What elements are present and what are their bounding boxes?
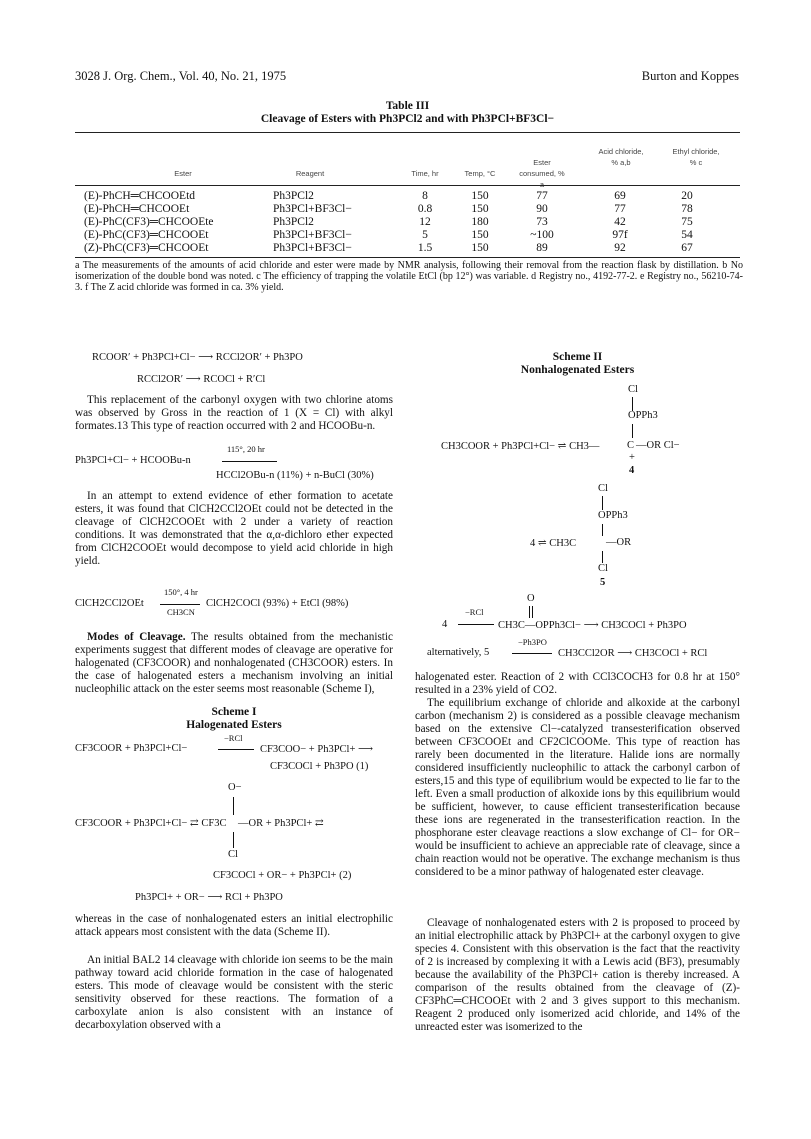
col-consumed: Ester consumed, % a <box>519 158 565 189</box>
scheme-2-eq3-left: 4 <box>442 619 448 630</box>
scheme-1-line-4: CF3COCl + OR− + Ph3PCl+ (2) <box>213 870 352 881</box>
paragraph-text: halogenated ester. Reaction of 2 with CCl3COCH3 for 0.8 hr at 150° resulted in a 23% yield of CO2. <box>415 671 740 696</box>
bond-line <box>532 606 533 618</box>
scheme-1-title: Scheme I <box>211 706 257 718</box>
cell-acid: 97f <box>612 229 628 241</box>
scheme-2-opph3-2: OPPh3 <box>598 510 628 521</box>
cell-reagent: Ph3PCl2 <box>273 190 314 202</box>
scheme-2-opph3: OPPh3 <box>628 410 658 421</box>
equation-4-condition-top: 150°, 4 hr <box>164 587 198 597</box>
scheme-2-eq4-right: CH3CCl2OR ⟶ CH3COCl + RCl <box>558 648 708 659</box>
cell-acid: 69 <box>614 190 626 202</box>
scheme-2-plus: + <box>629 452 635 463</box>
cell-time: 8 <box>422 190 428 202</box>
right-paragraph-1 <box>415 671 740 697</box>
scheme-1-line-3-left: CF3COOR + Ph3PCl+Cl− ⇄ CF3C <box>75 818 227 829</box>
left-paragraph-2 <box>75 490 393 568</box>
paragraph-text: In an attempt to extend evidence of ether formation to acetate esters, it was found that ClCH2CCl2OEt could not be detected in the cleavage of ClCH2COOEt with 2 under a variety of reaction conditions. It was demonstrated that the α,α-dichloro ether expected from ClCH2COOEt would decompose to yield acid chloride in high yield. <box>75 490 393 567</box>
paragraph-text: whereas in the case of nonhalogenated esters an initial electrophilic attack appears most consistent with the data (Scheme II). <box>75 913 393 938</box>
scheme-2-eq2-right: —OR <box>606 537 632 548</box>
table-subtitle: Cleavage of Esters with Ph3PCl2 and with Ph3PCl+BF3Cl− <box>260 113 555 125</box>
reaction-arrow <box>218 749 254 750</box>
equation-4-condition-bottom: CH3CN <box>167 607 195 617</box>
cell-ester: (E)-PhCH═CHCOOEtd <box>84 190 196 202</box>
running-header-right: Burton and Koppes <box>641 69 739 83</box>
reaction-arrow <box>160 604 200 605</box>
cell-reagent: Ph3PCl+BF3Cl− <box>273 203 352 215</box>
bond-line <box>602 524 603 536</box>
scheme-2-title: Scheme II <box>552 351 603 363</box>
scheme-1-subtitle: Halogenated Esters <box>186 719 282 731</box>
left-paragraph-4 <box>75 913 393 939</box>
cell-time: 12 <box>419 216 431 228</box>
bond-line <box>233 797 234 815</box>
col-time: Time, hr <box>411 169 439 178</box>
scheme-2-eq4-left: alternatively, 5 <box>427 647 490 658</box>
cell-temp: 150 <box>471 242 489 254</box>
scheme-2-subtitle: Nonhalogenated Esters <box>520 364 635 376</box>
cell-reagent: Ph3PCl2 <box>273 216 314 228</box>
left-paragraph-5 <box>75 954 393 1032</box>
scheme-2-eq2-left: 4 ⇌ CH3C <box>530 538 577 549</box>
section-heading: Modes of Cleavage. <box>87 631 186 643</box>
scheme-1-line-5: Ph3PCl+ + OR− ⟶ RCl + Ph3PO <box>135 892 283 903</box>
cell-consumed: 73 <box>536 216 548 228</box>
reaction-arrow <box>512 653 552 654</box>
col-acid: Acid chloride, % a,b <box>598 147 644 167</box>
equation-3-right: HCCl2OBu-n (11%) + n-BuCl (30%) <box>216 470 374 481</box>
left-paragraph-1 <box>75 394 393 433</box>
compound-5-label: 5 <box>600 577 606 588</box>
scheme-2-oxygen: O <box>527 593 535 604</box>
cell-ester: (E)-PhC(CF3)═CHCOOEte <box>84 216 214 228</box>
table-bottom-rule <box>75 257 740 258</box>
cell-time: 1.5 <box>417 242 433 254</box>
bond-line <box>233 832 234 848</box>
table-header-rule <box>75 185 740 186</box>
equation-4-left: ClCH2CCl2OEt <box>75 598 144 609</box>
paragraph-text: An initial BAL2 14 cleavage with chloride ion seems to be the main pathway toward acid chloride formation in the case of halogenated esters. This mode of cleavage would be consistent with the steric sensitivity observed for these reactions. The formation of a carboxylate anion is also consistent with an instance of decarboxylation observed with a <box>75 954 393 1031</box>
bond-line <box>632 424 633 438</box>
cell-acid: 42 <box>614 216 626 228</box>
cell-time: 5 <box>422 229 428 241</box>
right-paragraph-3 <box>415 917 740 1034</box>
scheme-1-line-2: CF3COCl + Ph3PO (1) <box>270 761 369 772</box>
scheme-2-eq1-carbon: C <box>627 440 635 451</box>
cell-ester: (Z)-PhC(CF3)═CHCOOEt <box>84 242 209 254</box>
equation-2: RCCl2OR′ ⟶ RCOCl + R′Cl <box>137 374 266 385</box>
cell-acid: 77 <box>614 203 626 215</box>
scheme-2-chlorine-3: Cl <box>598 563 608 574</box>
cell-ethyl: 54 <box>681 229 693 241</box>
equation-1: RCOOR′ + Ph3PCl+Cl− ⟶ RCCl2OR′ + Ph3PO <box>92 352 303 363</box>
cell-temp: 150 <box>471 229 489 241</box>
cell-consumed: 77 <box>536 190 548 202</box>
col-ester: Ester <box>174 169 192 178</box>
equation-4-right: ClCH2COCl (93%) + EtCl (98%) <box>206 598 349 609</box>
scheme-1-oxygen: O− <box>228 782 242 793</box>
cell-time: 0.8 <box>417 203 433 215</box>
cell-acid: 92 <box>614 242 626 254</box>
cell-consumed: 89 <box>536 242 548 254</box>
bond-line <box>632 397 633 411</box>
table-top-rule <box>75 132 740 133</box>
scheme-2-eq4-condition: −Ph3PO <box>518 637 547 647</box>
bond-line <box>602 496 603 510</box>
cell-temp: 150 <box>471 203 489 215</box>
cell-reagent: Ph3PCl+BF3Cl− <box>273 229 352 241</box>
left-paragraph-3 <box>75 631 393 696</box>
scheme-1-line-1-right: CF3COO− + Ph3PCl+ ⟶ <box>260 744 374 755</box>
bond-line <box>602 551 603 563</box>
table-title: Table III <box>385 100 430 112</box>
cell-consumed: ~100 <box>530 229 554 241</box>
scheme-2-chlorine-top: Cl <box>628 384 638 395</box>
scheme-1-line-1-condition: −RCl <box>224 733 243 743</box>
cell-ethyl: 20 <box>681 190 693 202</box>
col-ethyl: Ethyl chloride, % c <box>672 147 720 167</box>
compound-4-label: 4 <box>629 465 635 476</box>
col-reagent: Reagent <box>295 169 325 178</box>
running-header-left: 3028 J. Org. Chem., Vol. 40, No. 21, 1975 <box>75 69 287 83</box>
scheme-2-eq3-right: CH3C—OPPh3Cl− ⟶ CH3COCl + Ph3PO <box>498 620 687 631</box>
cell-ester: (E)-PhCH═CHCOOEt <box>84 203 190 215</box>
cell-ethyl: 67 <box>681 242 693 254</box>
reaction-arrow <box>222 461 277 462</box>
scheme-2-eq1-right: —OR Cl− <box>636 440 680 451</box>
cell-ester: (E)-PhC(CF3)═CHCOOEt <box>84 229 209 241</box>
cell-temp: 150 <box>471 190 489 202</box>
paragraph-text: The results obtained from the mechanistic experiments suggest that different modes of cleavage are operative for halogenated (CF3COOR) and nonhalogenated (CH3COOR) esters. In the case of halogenated esters a mechanism involving an initial nucleophilic attack on the ester seems most reasonable (Scheme I), <box>75 631 393 695</box>
cell-ethyl: 75 <box>681 216 693 228</box>
scheme-1-line-3-right: —OR + Ph3PCl+ ⇄ <box>238 818 324 829</box>
paragraph-text: Cleavage of nonhalogenated esters with 2 is proposed to proceed by an initial electrophilic attack by Ph3PCl+ at the carbonyl oxygen to give species 4. Consistent with this observation is the fact that the reactivity of 2 is increased by complexing it with a Lewis acid (BF3), presumably because the availability of the Ph3PCl+ cation is thereby increased. A comparison of the results obtained from the cleavage of (Z)-CF3PhC═CHCOOEt with 2 and 3 gives support to this mechanism. Reagent 2 produced only isomerized acid chloride, and 14% of the unreacted ester was isomerized to the <box>415 917 740 1033</box>
reaction-arrow <box>458 624 494 625</box>
table-footnote: a The measurements of the amounts of acid chloride and ester were made by NMR analysis, following their removal from the reaction flask by distillation. b No isomerization of the double bond was noted. c The efficiency of trapping the volatile EtCl (bp 12°) was variable. d Registry no., 4192-77-2. e Registry no., 56210-74-3. f The Z acid chloride was formed in ca. 3% yield. <box>75 260 743 293</box>
equation-3-left: Ph3PCl+Cl− + HCOOBu-n <box>75 455 191 466</box>
cell-ethyl: 78 <box>681 203 693 215</box>
cell-temp: 180 <box>471 216 489 228</box>
cell-consumed: 90 <box>536 203 548 215</box>
scheme-1-line-1-left: CF3COOR + Ph3PCl+Cl− <box>75 743 188 754</box>
scheme-2-eq3-condition: −RCl <box>465 607 484 617</box>
paragraph-text: The equilibrium exchange of chloride and alkoxide at the carbonyl carbon (mechanism 2) is considered as a possible cleavage mechanism based on the extensive Cl−-catalyzed transesterification observed between CF3COOEt and CF2ClCOOMe. This type of reaction has rarely been documented in the literature. Halide ions are normally considered insufficiently nucleophilic to attack the carbonyl carbon of esters,15 and this type of equilibrium would be expected to lie far to the left. Even a small production of alkoxide ions by this equilibrium would be sufficient, however, to cause efficient transesterification because these ions are regenerated in the transesterification reaction. In the phosphorane ester cleavage reactions a slow exchange of Cl− for OR− would be insufficient to achieve an appreciable rate of cleavage, since a chain reaction would not be operative. The exchange mechanism is thus considered to be a minor pathway of halogenated ester cleavage. <box>415 697 740 878</box>
equation-3-condition: 115°, 20 hr <box>227 444 265 454</box>
scheme-2-chlorine-2: Cl <box>598 483 608 494</box>
scheme-1-chlorine: Cl <box>228 849 238 860</box>
cell-reagent: Ph3PCl+BF3Cl− <box>273 242 352 254</box>
bond-line <box>529 606 530 618</box>
col-temp: Temp, °C <box>464 169 496 178</box>
scheme-2-eq1-left: CH3COOR + Ph3PCl+Cl− ⇌ CH3— <box>441 441 600 452</box>
right-paragraph-2 <box>415 697 740 879</box>
paragraph-text: This replacement of the carbonyl oxygen with two chlorine atoms was observed by Gross in the reaction of 1 (X = Cl) with alkyl formates.13 This type of reaction occurred with 2 and HCOOBu-n. <box>75 394 393 432</box>
